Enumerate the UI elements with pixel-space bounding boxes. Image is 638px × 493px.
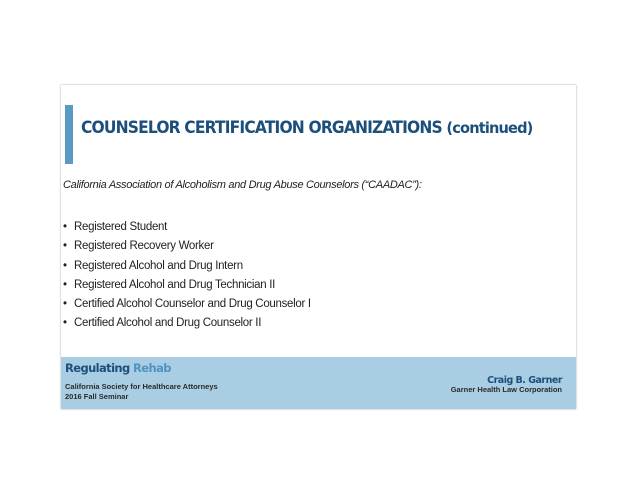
list-item: [63, 237, 311, 256]
list-item: [63, 257, 311, 276]
list-item-text: Registered Recovery Worker: [74, 240, 214, 253]
list-item: [63, 276, 311, 295]
bullet-icon: •: [63, 278, 67, 291]
slide-title-suffix: (continued): [446, 119, 533, 137]
bullet-icon: •: [63, 259, 67, 272]
slide-title-main: COUNSELOR CERTIFICATION ORGANIZATIONS: [81, 118, 442, 137]
slide-footer: [61, 357, 576, 409]
brand-word-rehab: Rehab: [133, 361, 171, 375]
list-item: [63, 314, 311, 333]
bullet-icon: •: [63, 317, 67, 330]
bullet-icon: •: [63, 240, 67, 253]
list-item-text: Registered Alcohol and Drug Technician II: [74, 278, 276, 291]
brand-word-regulating: Regulating: [65, 361, 130, 375]
title-accent-bar: [65, 105, 73, 164]
list-item-text: Certified Alcohol Counselor and Drug Counselor I: [74, 298, 311, 311]
certification-list: [63, 218, 311, 334]
seminar-name: 2016 Fall Seminar: [65, 392, 129, 401]
bullet-icon: •: [63, 298, 67, 311]
list-item-text: Registered Alcohol and Drug Intern: [74, 259, 243, 272]
slide-title: [81, 118, 532, 137]
list-item: [63, 295, 311, 314]
firm-name: Garner Health Law Corporation: [450, 385, 562, 394]
slide-subtitle: California Association of Alcoholism and Drug Abuse Counselors (“CAADAC”):: [63, 179, 422, 191]
slide: [61, 85, 576, 409]
list-item-text: Certified Alcohol and Drug Counselor II: [74, 317, 262, 330]
bullet-icon: •: [63, 221, 67, 233]
brand-logo: [65, 361, 171, 375]
organization-name: California Society for Healthcare Attorneys: [65, 382, 218, 391]
list-item: [63, 218, 311, 237]
list-item-text: Registered Student: [74, 221, 168, 233]
presenter-name: Craig B. Garner: [487, 375, 562, 386]
